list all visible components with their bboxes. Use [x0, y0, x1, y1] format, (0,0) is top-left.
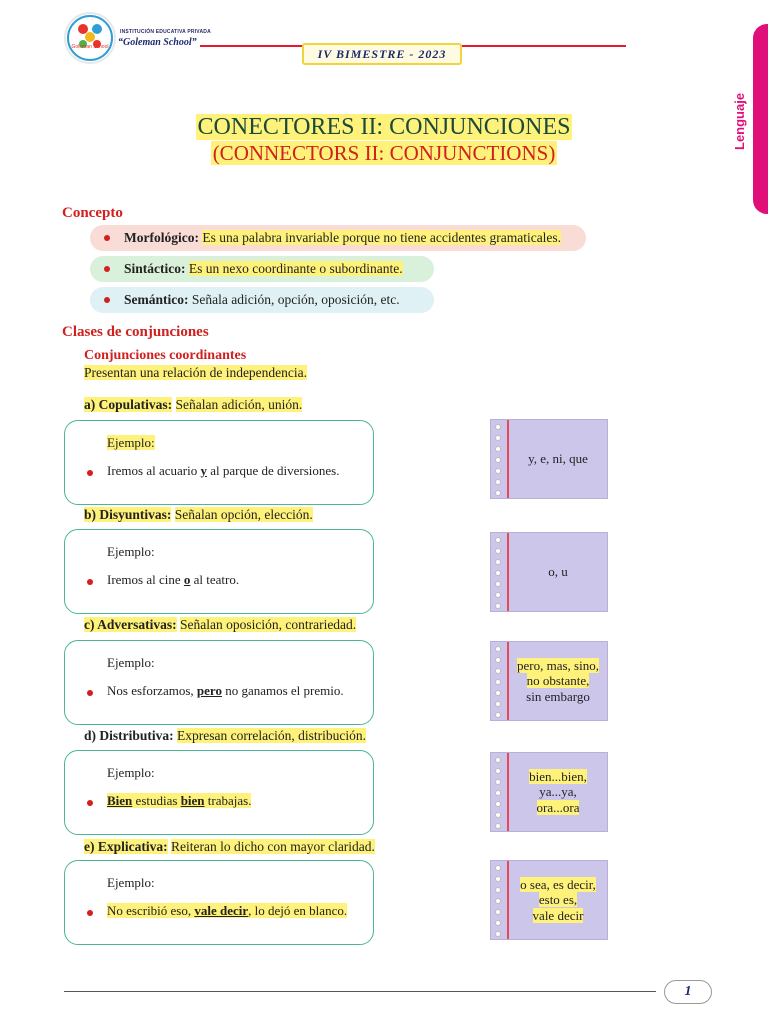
example-keyword-2: bien [180, 793, 205, 808]
type-desc: Señalan adición, unión. [175, 397, 303, 412]
bullet-icon [87, 470, 93, 476]
type-explicativa [84, 839, 375, 855]
type-desc: Reiteran lo dicho con mayor claridad. [171, 839, 375, 854]
example-keyword: vale decir [194, 903, 249, 918]
conjunction-card-disyuntivas [490, 532, 608, 612]
card-text: o sea, es decir, esto es, vale decir [520, 876, 596, 923]
concepto-item-morfologico [90, 225, 586, 251]
type-desc: Expresan correlación, distribución. [177, 728, 366, 743]
example-label: Ejemplo: [107, 435, 155, 450]
example-keyword: y [200, 463, 207, 478]
example-sentence: Nos esforzamos, pero no ganamos el premio. [107, 683, 344, 699]
card-text: o, u [548, 564, 568, 580]
example-label: Ejemplo: [107, 544, 155, 559]
type-adversativas [84, 617, 356, 633]
example-label: Ejemplo: [107, 765, 155, 780]
type-label: e) Explicativa: [84, 839, 168, 854]
concepto-label: Sintáctico: [124, 261, 186, 276]
card-text: pero, mas, sino, no obstante, sin embargo [517, 657, 599, 704]
page-title: CONECTORES II: CONJUNCIONES [197, 114, 571, 140]
concepto-text: Es un nexo coordinante o subordinante. [188, 261, 403, 276]
example-keyword: pero [196, 683, 222, 698]
example-sentence: No escribió eso, vale decir, lo dejó en blanco. [107, 903, 347, 919]
example-label: Ejemplo: [107, 875, 155, 890]
footer-divider [64, 991, 656, 992]
type-label: b) Disyuntivas: [84, 507, 172, 522]
bullet-icon [87, 910, 93, 916]
bullet-icon [87, 690, 93, 696]
notebook-holes [495, 537, 503, 609]
conjunction-card-explicativa [490, 860, 608, 940]
concepto-label: Semántico: [124, 292, 189, 307]
bullet-icon [87, 579, 93, 585]
concepto-item-semantico [90, 287, 434, 313]
conjunction-card-distributiva [490, 752, 608, 832]
example-box-explicativa [64, 860, 374, 945]
concepto-label: Morfológico: [124, 230, 199, 245]
example-box-adversativas [64, 640, 374, 725]
concepto-item-sintactico [90, 256, 434, 282]
concepto-text: Señala adición, opción, oposición, etc. [191, 292, 400, 307]
page-subtitle: (CONNECTORS II: CONJUNCTIONS) [212, 141, 556, 165]
logo-caption: Goleman School [71, 44, 109, 50]
bullet-icon [104, 266, 110, 272]
example-box-copulativas [64, 420, 374, 505]
example-label: Ejemplo: [107, 655, 155, 670]
coordinantes-intro: Presentan una relación de independencia. [84, 365, 308, 380]
example-box-distributiva [64, 750, 374, 835]
logo-emblem-icon [66, 14, 114, 62]
type-label: d) Distributiva: [84, 728, 174, 743]
bullet-icon [104, 235, 110, 241]
notebook-holes [495, 646, 503, 718]
page-number: 1 [664, 980, 712, 1004]
card-text: y, e, ni, que [528, 451, 588, 467]
school-name: “Goleman School” [118, 37, 197, 48]
concepto-heading: Concepto [62, 205, 123, 221]
conjunction-card-copulativas [490, 419, 608, 499]
example-keyword: Bien [107, 793, 133, 808]
bimestre-badge: IV BIMESTRE - 2023 [302, 43, 462, 65]
subject-label: Lenguaje [732, 92, 747, 150]
notebook-holes [495, 424, 503, 496]
school-logo [64, 12, 116, 64]
type-copulativas [84, 397, 302, 413]
conjunction-card-adversativas [490, 641, 608, 721]
example-sentence: Iremos al acuario y al parque de diversiones. [107, 463, 339, 479]
example-keyword: o [183, 572, 191, 587]
type-disyuntivas [84, 507, 313, 523]
notebook-holes [495, 865, 503, 937]
concepto-text: Es una palabra invariable porque no tiene accidentes gramaticales. [202, 230, 562, 245]
notebook-holes [495, 757, 503, 829]
example-sentence: Bien estudias bien trabajas. [107, 793, 251, 809]
school-type-text: INSTITUCIÓN EDUCATIVA PRIVADA [120, 29, 211, 35]
type-label: a) Copulativas: [84, 397, 173, 412]
bullet-icon [87, 800, 93, 806]
card-text: bien...bien, ya...ya, ora...ora [529, 768, 587, 815]
type-desc: Señalan oposición, contrariedad. [179, 617, 357, 632]
example-sentence: Iremos al cine o al teatro. [107, 572, 239, 588]
type-desc: Señalan opción, elección. [174, 507, 313, 522]
bullet-icon [104, 297, 110, 303]
clases-heading: Clases de conjunciones [62, 324, 209, 340]
type-label: c) Adversativas: [84, 617, 177, 632]
coordinantes-heading: Conjunciones coordinantes [84, 348, 247, 363]
example-box-disyuntivas [64, 529, 374, 614]
type-distributiva [84, 728, 366, 744]
